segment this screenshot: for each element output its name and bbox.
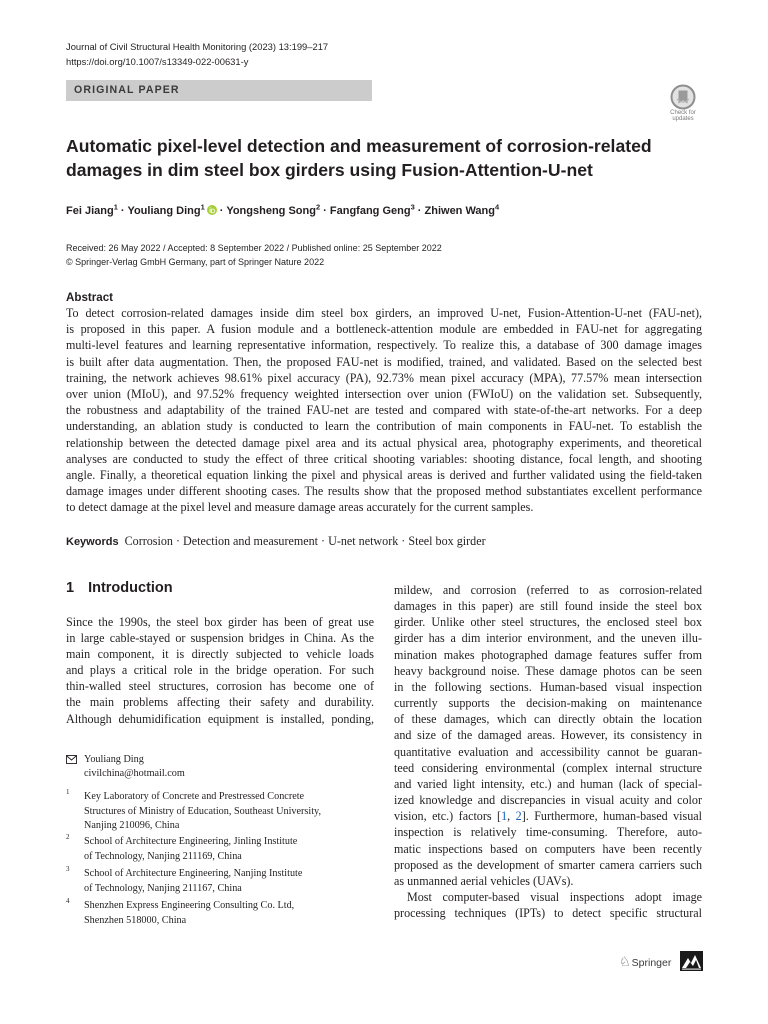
author-affiliation-mark: 4 (495, 202, 500, 212)
body-line: inspection is relatively time-consuming. Therefore, auto- (394, 825, 702, 840)
body-line: proposed as the development of smarter camera carriers such (394, 857, 702, 872)
author-separator: · (417, 205, 422, 217)
body-line: girder has a dim interior environment, and the uneven illu- (394, 631, 702, 646)
abstract-body (66, 305, 702, 516)
abstract-line: is proposed in this paper. A fusion module and a bottleneck-attention module are embedded in FAU-net for aggregating (66, 322, 702, 337)
author-affiliation-mark: 3 (410, 202, 415, 212)
body-line: the main problems affecting their safety and durability. (66, 695, 374, 710)
abstract-line: angle. Finally, a theoretical equation linking the pixel and physical areas is derived and further validated using the field-taken (66, 468, 702, 483)
keywords-list: Corrosion · Detection and measurement · U-net network · Steel box girder (124, 534, 486, 548)
author-name: Yongsheng Song (226, 205, 316, 217)
article-type-label: ORIGINAL PAPER (74, 84, 180, 96)
body-line: as unmanned aerial vehicles (UAVs). (394, 873, 574, 888)
check-for-updates-badge[interactable] (663, 84, 703, 122)
abstract-heading: Abstract (66, 291, 114, 304)
keywords (66, 533, 702, 550)
springer-nature-logo-icon (680, 951, 703, 971)
body-line (394, 808, 702, 824)
affiliation-line: of Technology, Nanjing 211169, China (84, 850, 242, 862)
affiliation-line: School of Architecture Engineering, Jinling Institute (84, 836, 298, 847)
citation-link[interactable]: 1 (501, 809, 508, 824)
body-text: , (507, 809, 516, 824)
corresponding-author-name: Youliang Ding (84, 754, 144, 765)
body-line: Most computer-based visual inspections adopt image (407, 889, 702, 904)
body-line: mildew, and corrosion (referred to as corrosion-related (394, 583, 702, 597)
body-line: girder. Unlike other steel structures, the enclosed steel box (394, 615, 702, 630)
author-name: Fei Jiang (66, 205, 114, 217)
body-line: in the following sections. Human-based visual inspection (394, 679, 702, 694)
body-line: teed considering environmental (complex internal structure (394, 760, 702, 775)
section-title: Introduction (88, 580, 173, 596)
check-for-updates-icon (663, 84, 703, 110)
keywords-label: Keywords (66, 536, 119, 548)
author-affiliation-mark: 2 (315, 202, 321, 212)
author-affiliation-mark: 1 (200, 202, 205, 212)
abstract-line: training, the network achieves 98.61% pixel accuracy (PA), 92.73% mean pixel accuracy (MPA), 77.57% mean intersection (66, 370, 702, 385)
envelope-icon (66, 755, 77, 764)
affiliation-line: Structures of Ministry of Education, Southeast University, (84, 805, 322, 817)
affiliation-line: Shenzhen 518000, China (84, 914, 187, 926)
abstract-line: understanding, an ablation study is conducted to learn the contribution of main components in FAU-net. To establish the (66, 419, 702, 434)
body-line: main component, it is directly subjected to vehicle loads (66, 647, 374, 662)
body-text: ]. Furthermore, human-based visual (521, 809, 702, 824)
body-line: currently supports the decision-making on maintenance (394, 696, 702, 711)
article-title (66, 134, 706, 182)
body-line: processing techniques (IPTs) to detect specific structural (394, 906, 702, 921)
author-separator: · (323, 205, 327, 217)
article-type-bar (66, 80, 372, 101)
body-line: matic inspections based on computers have been recently (394, 841, 702, 856)
section-heading (66, 579, 173, 597)
citation-link[interactable]: 2 (515, 809, 522, 824)
body-line: Since the 1990s, the steel box girder has been of great use (66, 615, 374, 629)
abstract-line: damage images under different shooting cases. The results show that the proposed method substantiates excellent performance (66, 484, 702, 499)
title-line: Automatic pixel-level detection and measurement of corrosion-related (66, 136, 652, 156)
body-line: quantitative evaluation and accessibility cannot be guaran- (394, 744, 702, 759)
body-line: heavy background noise. These damage photos can be seen (394, 663, 702, 678)
abstract-line: multi-level features and learning representative information, respectively. To realize this, a database of 300 damage images (66, 338, 702, 353)
journal-citation: Journal of Civil Structural Health Monitoring (2023) 13:199–217 (66, 41, 329, 52)
author-separator: · (219, 205, 224, 217)
affiliation-line: Nanjing 210096, China (84, 820, 180, 832)
abstract-line: over union (MIoU), and 97.52% frequency weighted intersection over union (FWIoU) on the validation set. Subsequently, (66, 387, 702, 402)
journal-header (66, 40, 328, 69)
body-text: vision, etc.) factors [ (394, 809, 502, 824)
affiliation-line: School of Architecture Engineering, Nanjing Institute (84, 868, 303, 879)
badge-text-line2: updates (672, 116, 694, 122)
body-line: and size of the damaged areas. However, its consistency in (394, 728, 702, 743)
orcid-icon[interactable] (207, 205, 217, 215)
publication-history (66, 241, 442, 269)
body-line: ized knowledge and discrepancies in visual acuity and color (394, 793, 702, 808)
badge-text-line1: Check for (670, 110, 696, 116)
abstract-line: is built after data augmentation. Then, the proposed FAU-net is modified, trained, and validated. Based on the selected best (66, 354, 702, 369)
affiliation-line: of Technology, Nanjing 211167, China (84, 882, 242, 894)
affiliation-line: Shenzhen Express Engineering Consulting Co. Ltd, (84, 900, 295, 911)
abstract-line: to detect damage at the pixel level and measure damage areas accurately for the current samples. (66, 500, 534, 515)
publisher-logo (619, 953, 671, 971)
body-line: mination makes photographed damage features suffer from (394, 647, 702, 662)
author-separator: · (120, 205, 125, 217)
abstract-line: To detect corrosion-related damages inside dim steel box girders, an improved U-net, Fusion-Attention-U-net (FAU-net), (66, 306, 702, 320)
copyright-line: © Springer-Verlag GmbH Germany, part of Springer Nature 2022 (66, 257, 325, 267)
springer-knight-icon: ♘ (619, 955, 631, 970)
abstract-line: the robustness and adaptability of the trained FAU-net are tested and compared with state-of-the-art networks. For a deep (66, 403, 702, 418)
email-link[interactable]: civilchina@hotmail.com (84, 767, 185, 779)
affiliation-line: Key Laboratory of Concrete and Prestressed Concrete (84, 791, 305, 802)
affiliation-number: 3 (66, 865, 70, 873)
author-name: Youliang Ding (127, 205, 201, 217)
body-line: in large cable-stayed or suspension bridges in China. As the (66, 631, 374, 646)
title-line: damages in dim steel box girders using Fusion-Attention-U-net (66, 160, 593, 180)
body-line: and plays a critical role in the bridge operation. For such (66, 663, 374, 678)
affiliation-number: 2 (66, 833, 70, 841)
section-number: 1 (66, 580, 75, 596)
left-column-text (66, 614, 374, 727)
body-line: damages in this paper) are still found inside the steel box (394, 599, 702, 614)
dates-line: Received: 26 May 2022 / Accepted: 8 September 2022 / Published online: 25 September 2022 (66, 243, 442, 253)
author-name: Zhiwen Wang (424, 205, 495, 217)
body-line: of these damages, which can directly obtain the location (394, 712, 702, 727)
body-line: and varied light intensity, etc.) and human (lack of special- (394, 776, 702, 791)
doi-link[interactable]: https://doi.org/10.1007/s13349-022-00631-y (66, 55, 249, 67)
abstract-line: analyses are conducted to study the effect of three critical shooting variables: shooting distance, focal length, and shooting (66, 451, 702, 466)
publisher-name: Springer (631, 957, 672, 969)
abstract-line: relationship between the detected damage pixel area and its actual physical area, photography experiments, and theoretical (66, 435, 702, 450)
body-line: Although dehumidification equipment is installed, ponding, (66, 711, 374, 726)
author-list (66, 203, 499, 219)
body-line: thin-walled steel structures, corrosion has become one of (66, 679, 374, 694)
author-name: Fangfang Geng (329, 205, 411, 217)
author-affiliation-mark: 1 (113, 202, 118, 212)
right-column-text (394, 582, 702, 921)
affiliation-number: 4 (66, 897, 70, 905)
affiliation-number: 1 (66, 788, 70, 796)
